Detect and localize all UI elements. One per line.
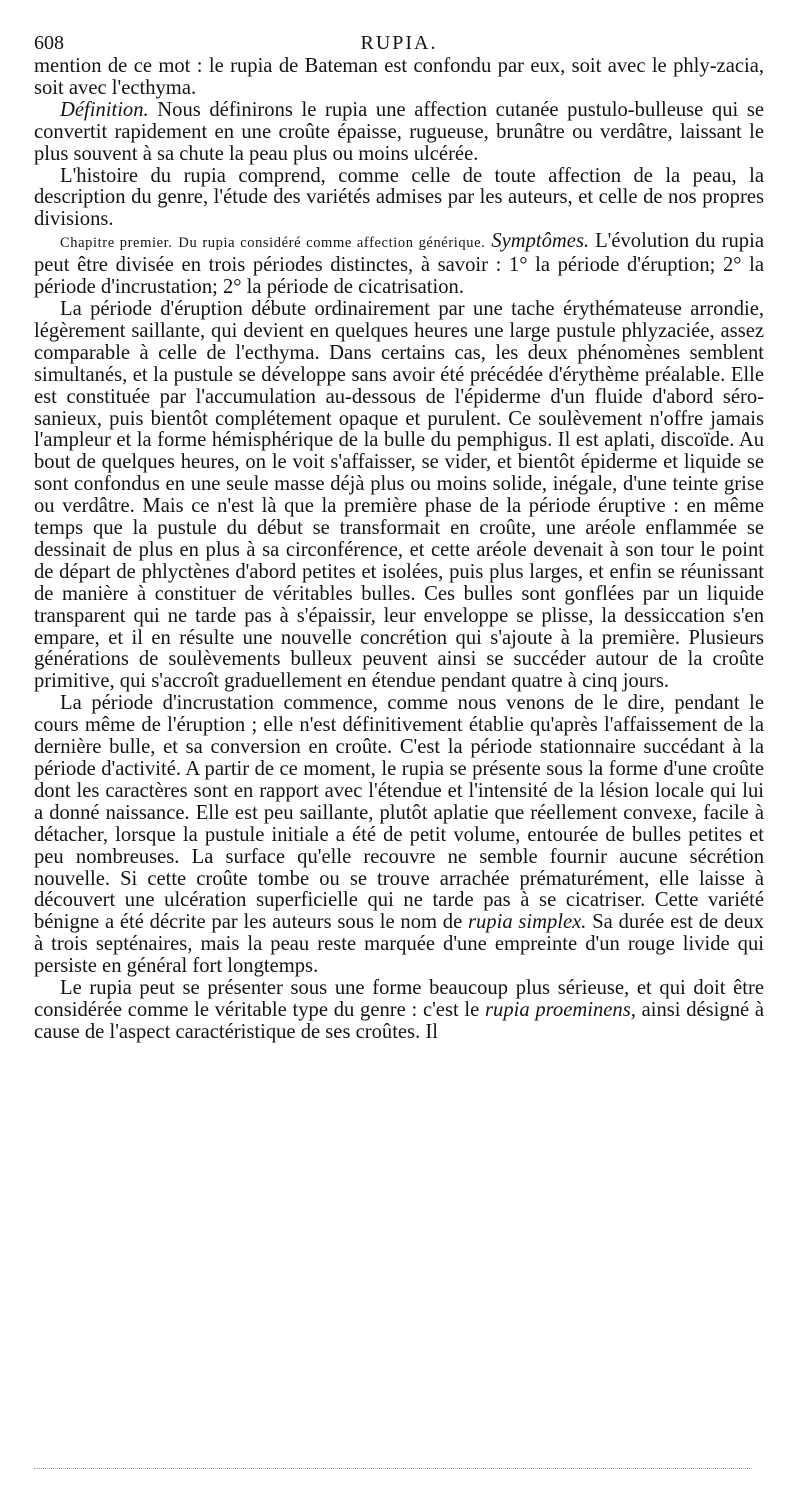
chapter-heading: Du rupia considéré comme affection générique.: [178, 235, 486, 252]
paragraph-text: Sa durée est de deux à trois septénaires, mais la peau reste marquée d'une empreinte d'un rouge livide qui persiste en général fort longtemps.: [34, 911, 764, 978]
running-title: RUPIA.: [360, 32, 438, 54]
term-rupia-proeminens: rupia proeminens,: [485, 998, 636, 1021]
paragraph-text: Le rupia peut se présenter sous une forme beaucoup plus sérieuse, et qui doit être considérée comme le véritable type du genre : c'est le: [34, 977, 764, 1021]
paragraph-text: L'évolution du rupia peut être divisée en trois périodes distinctes, à savoir : 1° la période d'éruption; 2° la période d'incrustation; 2° la période de cicatrisation.: [34, 230, 764, 299]
paragraph-text: mention de ce mot : le rupia de Bateman est confondu par eux, soit avec le phly-zacia, soit avec l'ecthyma.: [34, 55, 764, 99]
paragraph-chapter: [34, 231, 764, 299]
definition-label: Définition.: [60, 98, 149, 121]
paragraph-text: La période d'incrustation commence, comme nous venons de le dire, pendant le cours même de l'éruption ; elle n'est définitivement établie qu'après l'affaissement de la dernière bulle, et sa conversion en croûte. C'est la période stationnaire succédant à la période d'activité. A partir de ce moment, le rupia se présente sous la forme d'une croûte dont les caractères sont en rapport avec l'étendue et l'intensité de la lésion locale qui lui a donné naissance. Elle est peu saillante, plutôt aplatie que réellement convexe, facile à détacher, lorsque la pustule initiale a été de petit volume, entourée de bulles petites et peu nombreuses. La surface qu'elle recouvre ne semble fournir aucune sécrétion nouvelle. Si cette croûte tombe ou se trouve arrachée prématurément, elle laisse à découvert une ulcération superficielle qui ne tarde pas à se cicatriser. Cette variété bénigne a été décrite par les auteurs sous le nom de: [34, 692, 764, 934]
running-head: [34, 30, 764, 56]
paragraph-text: ainsi désigné à cause de l'aspect caractéristique de ses croûtes. Il: [34, 998, 765, 1043]
paragraph-eruption: [34, 299, 764, 693]
paragraph-definition: [34, 100, 764, 166]
footer-dotted-rule: [34, 1468, 752, 1469]
paragraph-continuation: [34, 56, 764, 100]
body-text: [34, 56, 764, 1044]
term-rupia-simplex: rupia simplex.: [468, 911, 587, 934]
paragraph-history: [34, 166, 764, 232]
symptoms-label: Symptômes.: [491, 230, 590, 253]
chapter-label: Chapitre premier.: [60, 235, 173, 252]
paragraph-text: La période d'éruption débute ordinairement par une tache érythémateuse arrondie, légèrement saillante, qui devient en quelques heures une large pustule phlyzaciée, assez comparable à celle de l'ecthyma. Dans certains cas, les deux phénomènes semblent simultanés, et la pustule se développe sans avoir été précédée d'érythème préalable. Elle est constituée par l'accumulation au-dessous de l'épiderme d'un fluide d'abord séro-sanieux, puis bientôt complétement opaque et purulent. Ce soulèvement n'offre jamais l'ampleur et la forme hémisphérique de la bulle du pemphigus. Il est aplati, discoïde. Au bout de quelques heures, on le voit s'affaisser, se vider, et bientôt épiderme et liquide se sont confondus en une seule masse déjà plus ou moins solide, inégale, d'une teinte grise ou verdâtre. Mais ce n'est là que la première phase de la période éruptive : en même temps que la pustule du début se transformait en croûte, une aréole enflammée se dessinait de plus en plus à sa circonférence, et cette aréole devenait à son tour le point de départ de phlyctènes d'abord petites et isolées, puis plus larges, et enfin se réunissant de manière à constituer de véritables bulles. Ces bulles sont gonflées par un liquide transparent qui ne tarde pas à s'épaissir, leur enveloppe se plisse, la dessiccation s'en empare, et il en résulte une nouvelle concrétion qui s'ajoute à la première. Plusieurs générations de soulèvements bulleux peuvent ainsi se succéder autour de la croûte primitive, qui s'accroît graduellement en étendue pendant quatre à cinq jours.: [34, 297, 764, 693]
book-page: [34, 30, 764, 1044]
paragraph-incrustation: [34, 693, 764, 978]
paragraph-text: Nous définirons le rupia une affection cutanée pustulo-bulleuse qui se convertit rapidement en une croûte épaisse, rugueuse, brunâtre ou verdâtre, laissant le plus souvent à sa chute la peau plus ou moins ulcérée.: [34, 98, 764, 165]
paragraph-proeminens: [34, 978, 764, 1044]
paragraph-text: L'histoire du rupia comprend, comme celle de toute affection de la peau, la description du genre, l'étude des variétés admises par les auteurs, et celle de nos propres divisions.: [34, 164, 764, 231]
page-number: 608: [34, 32, 64, 54]
